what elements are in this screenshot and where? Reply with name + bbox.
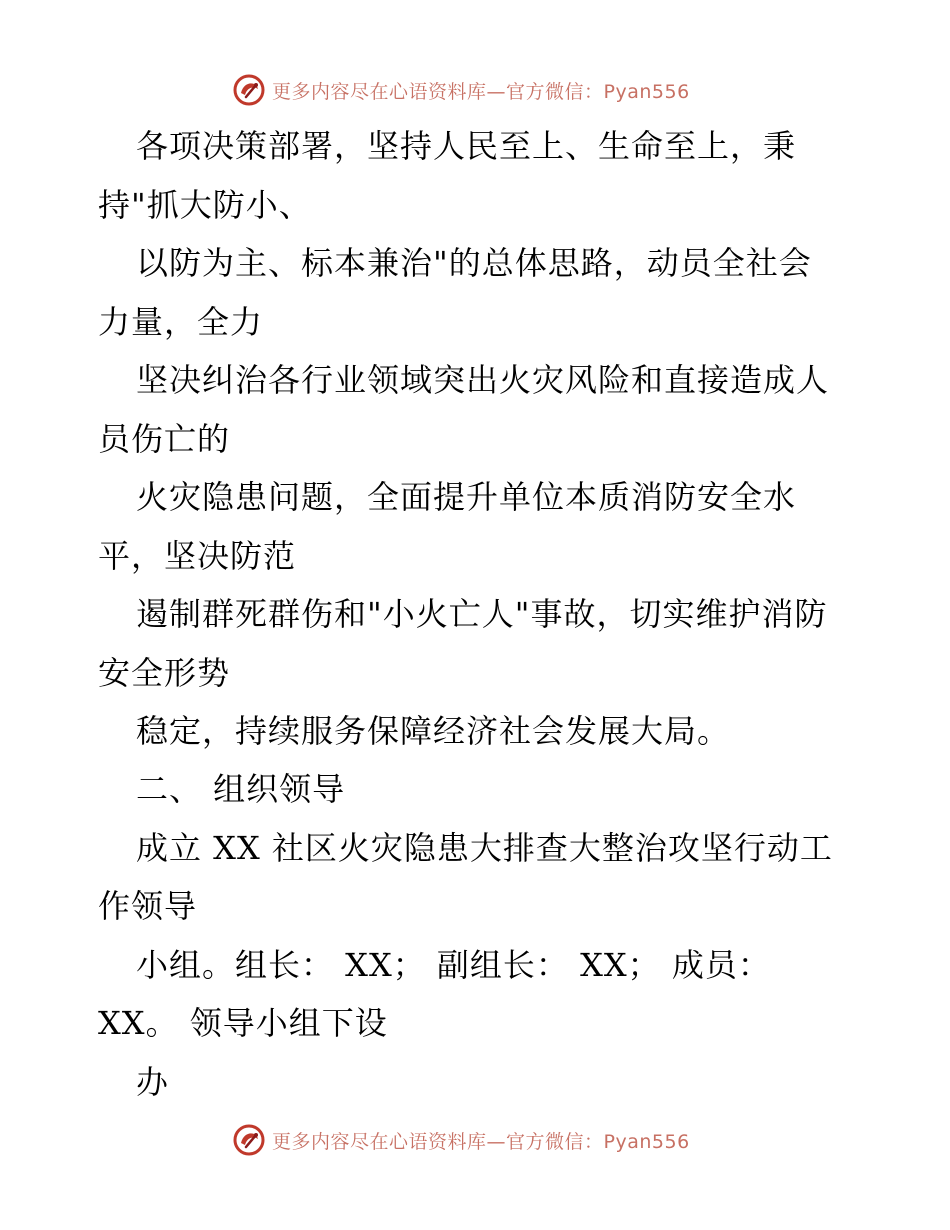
red-swirl-logo-icon: [232, 1123, 266, 1157]
body-line: 作领导: [98, 887, 198, 925]
body-line: 各项决策部署，坚持人民至上、生命至上，秉: [136, 127, 797, 165]
body-line: 以防为主、标本兼治"的总体思路，动员全社会: [136, 244, 812, 282]
body-line: 持"抓大防小、: [98, 186, 312, 224]
watermark-text: 更多内容尽在心语资料库—官方微信：Pyan556: [272, 1130, 690, 1153]
body-line: 办: [136, 1063, 170, 1101]
watermark-text: 更多内容尽在心语资料库—官方微信：Pyan556: [272, 80, 690, 103]
body-line: 力量，全力: [98, 303, 264, 341]
body-line: XX。 领导小组下设: [98, 1004, 388, 1042]
body-line: 坚决纠治各行业领域突出火灾风险和直接造成人: [136, 361, 830, 399]
body-line: 小组。组长： XX； 副组长： XX； 成员：: [136, 946, 771, 984]
body-line: 稳定，持续服务保障经济社会发展大局。: [136, 712, 731, 750]
body-line: 安全形势: [98, 654, 231, 692]
body-line: 遏制群死群伤和"小火亡人"事故，切实维护消防: [136, 595, 828, 633]
body-line: 火灾隐患问题，全面提升单位本质消防安全水: [136, 478, 797, 516]
footer-watermark-banner: [232, 1123, 690, 1157]
section-heading: 二、 组织领导: [136, 770, 346, 808]
body-line: 平，坚决防范: [98, 537, 297, 575]
body-line: 成立 XX 社区火灾隐患大排查大整治攻坚行动工: [136, 829, 833, 867]
body-line: 员伤亡的: [98, 420, 231, 458]
